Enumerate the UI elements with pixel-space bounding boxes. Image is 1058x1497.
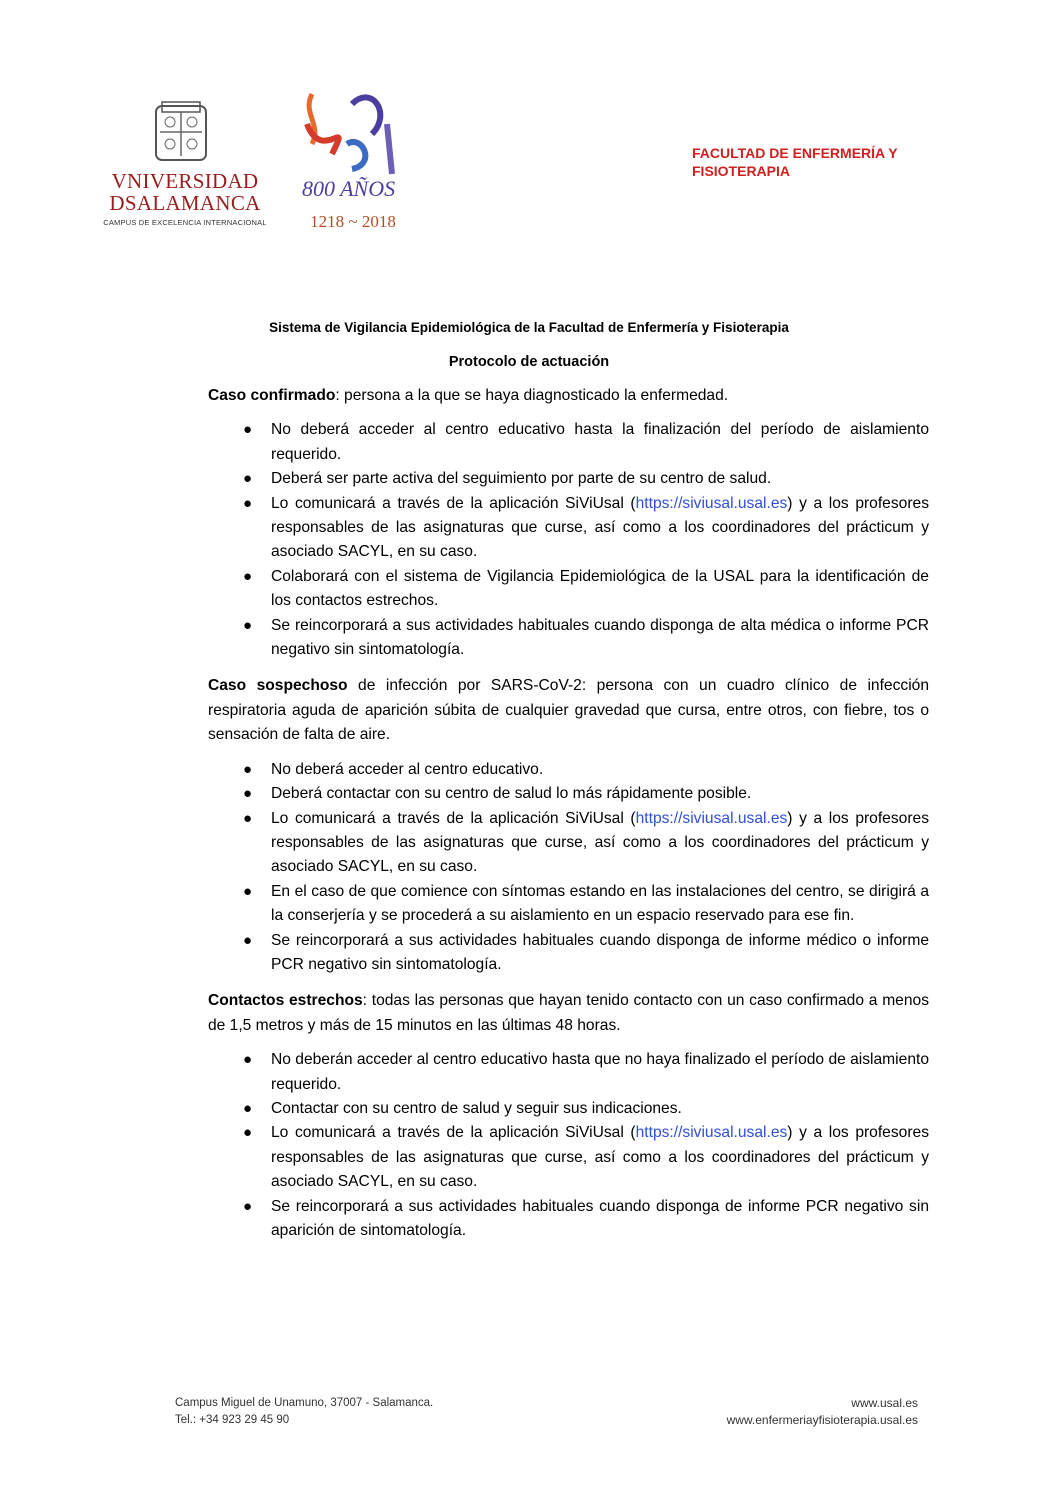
section-suspected-intro [208, 674, 929, 747]
list-item-text: Deberá contactar con su centro de salud lo más rápidamente posible. [271, 785, 752, 803]
footer-contact [175, 1395, 433, 1429]
list-item-text: Se reincorporará a sus actividades habituales cuando disponga de informe médico o informe PCR negativo sin sintomatología. [271, 931, 929, 973]
bullet-icon: ● [243, 421, 253, 439]
document-body [208, 384, 929, 1255]
bullet-icon: ● [243, 567, 253, 585]
footer-address: Campus Miguel de Unamuno, 37007 - Salamanca. [175, 1397, 434, 1409]
bullet-icon: ● [243, 1099, 253, 1117]
bullet-icon: ● [243, 494, 253, 512]
bullet-icon: ● [243, 1124, 253, 1142]
list-item [208, 807, 929, 880]
list-item-text: Se reincorporará a sus actividades habituales cuando disponga de alta médica o informe PCR negativo sin sintomatología. [271, 616, 929, 659]
list-item [208, 1195, 929, 1244]
list-item [208, 1121, 929, 1194]
section-confirmed-intro [208, 384, 929, 408]
list-item [208, 1097, 929, 1121]
list-item-text: Lo comunicará a través de la aplicación SiViUsal ( [271, 494, 636, 512]
list-item [208, 758, 929, 782]
section-heading: Caso confirmado [208, 387, 336, 404]
bullet-icon: ● [243, 470, 253, 488]
list-item-text: No deberá acceder al centro educativo. [271, 760, 544, 778]
bullet-icon: ● [243, 809, 253, 827]
list-item-text: En el caso de que comience con síntomas estando en las instalaciones del centro, se dirigirá a la conserjería y se procederá a su aislamiento en un espacio reservado para ese fin. [271, 882, 929, 925]
university-campus: CAMPUS DE EXCELENCIA INTERNACIONAL [103, 218, 267, 227]
section-heading: Caso sospechoso [208, 677, 348, 695]
list-item-text: ) y a los profesores responsables de las asignaturas que curse, así como a los coordinadores del prácticum y asociado SACYL, en su caso. [271, 1124, 929, 1191]
list-item [208, 880, 929, 929]
list-item-text: Lo comunicará a través de la aplicación SiViUsal ( [271, 1124, 636, 1142]
footer-web-faculty[interactable]: www.enfermeriayfisioterapia.usal.es [726, 1413, 918, 1427]
list-item-text: Colaborará con el sistema de Vigilancia Epidemiológica de la USAL para la identificación de los contactos estrechos. [271, 567, 929, 610]
section-intro-text: : todas las personas que hayan tenido contacto con un caso confirmado a menos de 1,5 metros y más de 15 minutos en las últimas 48 horas. [208, 992, 929, 1034]
list-item [208, 782, 929, 806]
section-contacts-intro [208, 989, 929, 1038]
footer-web-usal[interactable]: www.usal.es [851, 1396, 918, 1410]
list-item-text: ) y a los profesores responsables de las asignaturas que curse, así como a los coordinadores del prácticum y asociado SACYL, en su caso. [271, 809, 929, 876]
footer-phone: Tel.: +34 923 29 45 90 [175, 1414, 290, 1426]
bullet-icon: ● [243, 1051, 253, 1069]
list-item-text: Deberá ser parte activa del seguimiento por parte de su centro de salud. [271, 470, 772, 488]
list-item [208, 467, 929, 491]
section-suspected-list [208, 758, 929, 978]
list-item-text: Se reincorporará a sus actividades habituales cuando disponga de informe PCR negativo sin aparición de sintomatología. [271, 1197, 929, 1239]
university-logo [100, 98, 270, 234]
section-intro-text: de infección por SARS-CoV-2: persona con un cuadro clínico de infección respiratoria aguda de aparición súbita de cualquier gravedad que cursa, entre otros, con fiebre, tos o sensación de falta de aire. [208, 677, 930, 744]
siviusal-link[interactable]: https://siviusal.usal.es [635, 809, 788, 827]
anniversary-emblem-icon [292, 84, 414, 209]
footer-websites [727, 1395, 918, 1429]
document-title: Sistema de Vigilancia Epidemiológica de la Facultad de Enfermería y Fisioterapia [269, 320, 789, 335]
list-item-text: No deberán acceder al centro educativo hasta que no haya finalizado el período de aislamiento requerido. [271, 1051, 929, 1093]
bullet-icon: ● [243, 785, 253, 803]
siviusal-link[interactable]: https://siviusal.usal.es [635, 494, 788, 512]
university-name-line1: VNIVERSIDAD [111, 169, 259, 193]
bullet-icon: ● [243, 931, 253, 949]
bullet-icon: ● [243, 616, 253, 634]
list-item [208, 418, 929, 467]
university-seal-icon [148, 98, 214, 166]
list-item [208, 1048, 929, 1097]
list-item [208, 492, 929, 565]
siviusal-link[interactable]: https://siviusal.usal.es [635, 1124, 788, 1142]
document-subtitle: Protocolo de actuación [448, 354, 610, 370]
bullet-icon: ● [243, 760, 253, 778]
faculty-name: FACULTAD DE ENFERMERÍA Y FISIOTERAPIA [692, 145, 898, 179]
section-confirmed-list [208, 418, 929, 662]
university-name [100, 170, 270, 214]
anniversary-logo [292, 84, 422, 234]
list-item-text: ) y a los profesores responsables de las asignaturas que curse, así como a los coordinadores del prácticum y asociado SACYL, en su caso. [271, 494, 929, 561]
bullet-icon: ● [243, 1197, 253, 1215]
list-item [208, 929, 929, 978]
svg-text:800 AÑOS: 800 AÑOS [302, 176, 396, 201]
section-intro-text: : persona a la que se haya diagnosticado la enfermedad. [335, 387, 729, 404]
list-item-text: Contactar con su centro de salud y seguir sus indicaciones. [271, 1099, 682, 1117]
section-heading: Contactos estrechos [208, 992, 363, 1010]
section-contacts-list [208, 1048, 929, 1243]
list-item-text: No deberá acceder al centro educativo hasta la finalización del período de aislamiento requerido. [271, 421, 929, 463]
list-item [208, 565, 929, 614]
university-name-line2: DSALAMANCA [109, 191, 261, 215]
bullet-icon: ● [243, 882, 253, 900]
list-item [208, 614, 929, 663]
anniversary-years: 1218 ~ 2018 [310, 212, 396, 231]
list-item-text: Lo comunicará a través de la aplicación SiViUsal ( [271, 809, 636, 827]
